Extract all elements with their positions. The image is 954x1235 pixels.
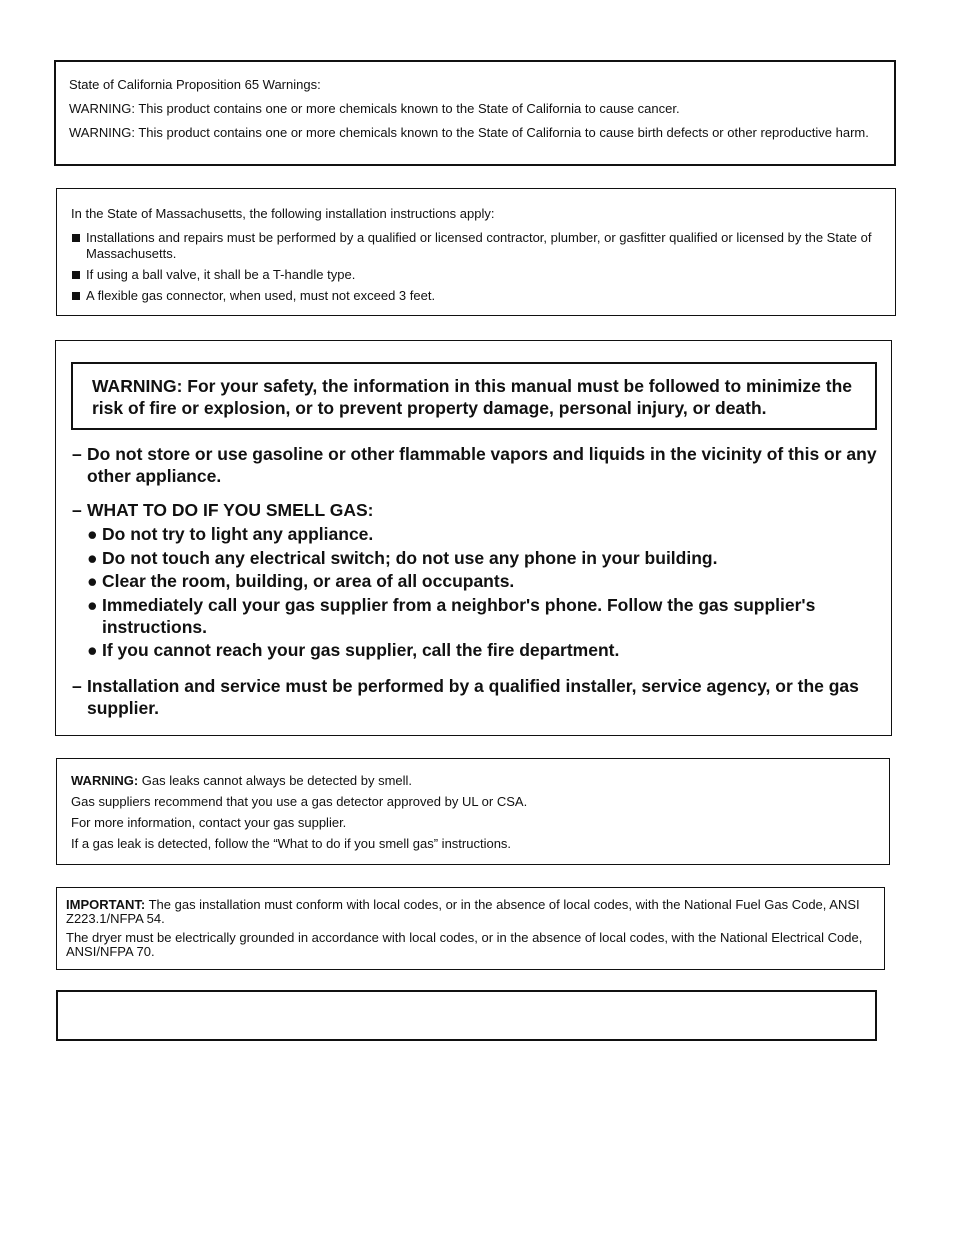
list-item [87,570,877,592]
massachusetts-list [71,230,881,304]
bullet-icon: ● [87,594,98,615]
gas-leak-line4: If a gas leak is detected, follow the “What to do if you smell gas” instructions. [71,836,512,851]
square-bullet-icon [72,292,80,300]
list-item-text: If you cannot reach your gas supplier, call the fire department. [102,640,620,660]
list-item [87,547,877,569]
list-item [71,288,881,304]
square-bullet-icon [72,234,80,242]
safety-warning-header: WARNING: For your safety, the information in this manual must be followed to minimize the risk of fire or explosion, or to prevent property damage, personal injury, or death. [71,362,877,430]
dash-icon: – [72,500,82,520]
list-item-text: Do not try to light any appliance. [102,524,374,544]
dash-icon: – [72,676,82,696]
gas-leak-line2: Gas suppliers recommend that you use a gas detector approved by UL or CSA. [71,794,528,809]
important-gas-code [66,898,874,926]
list-item [87,639,877,661]
prop65-cancer-warning: WARNING: This product contains one or more chemicals known to the State of California to cause cancer. [69,101,680,116]
bullet-icon: ● [87,640,98,660]
gas-leak-line1 [71,773,875,789]
list-item-text: Immediately call your gas supplier from a neighbor's phone. Follow the gas supplier's instructions. [102,594,816,637]
dash-icon: – [72,444,82,464]
bullet-icon: ● [87,547,98,568]
list-item [71,267,881,283]
list-item [87,523,877,545]
gas-leak-line3: For more information, contact your gas supplier. [71,815,347,830]
no-flammables-item [72,443,882,487]
warning-label: WARNING: [71,773,139,788]
no-flammables-text: Do not store or use gasoline or other flammable vapors and liquids in the vicinity of this or any other appliance. [87,444,877,486]
safety-warning-box [55,340,892,736]
massachusetts-box [56,188,896,316]
prop65-title: State of California Proposition 65 Warnings: [69,77,321,92]
installation-service-item [72,675,882,719]
smell-gas-steps [87,523,877,663]
list-item [87,594,877,638]
important-label: IMPORTANT: [66,897,146,912]
gas-leak-box [56,758,890,865]
massachusetts-intro: In the State of Massachusetts, the following installation instructions apply: [71,206,495,221]
square-bullet-icon [72,271,80,279]
important-gas-code-text: The gas installation must conform with local codes, or in the absence of local codes, with the National Fuel Gas Code, ANSI Z223.1/NFPA 54. [66,897,860,926]
prop65-warning-box [54,60,896,166]
empty-box [56,990,877,1041]
list-item-text: If using a ball valve, it shall be a T-handle type. [86,267,356,282]
prop65-reproductive-warning: WARNING: This product contains one or more chemicals known to the State of California to cause birth defects or other reproductive harm. [69,125,869,140]
list-item [71,230,881,262]
important-electrical-code: The dryer must be electrically grounded in accordance with local codes, or in the absence of local codes, with the National Electrical Code, ANSI/NFPA 70. [66,930,863,959]
list-item-text: A flexible gas connector, when used, must not exceed 3 feet. [86,288,436,303]
smell-gas-heading [72,499,882,521]
list-item-text: Installations and repairs must be performed by a qualified or licensed contractor, plumber, or gasfitter qualified or licensed by the State of Massachusetts. [86,230,872,261]
installation-service-text: Installation and service must be performed by a qualified installer, service agency, or the gas supplier. [87,676,859,718]
bullet-icon: ● [87,524,98,544]
list-item-text: Do not touch any electrical switch; do not use any phone in your building. [102,547,718,568]
important-box [56,887,885,970]
gas-leak-line1-text: Gas leaks cannot always be detected by smell. [141,773,413,788]
list-item-text: Clear the room, building, or area of all occupants. [102,571,515,591]
smell-gas-heading-text: WHAT TO DO IF YOU SMELL GAS: [87,500,374,520]
bullet-icon: ● [87,571,98,591]
